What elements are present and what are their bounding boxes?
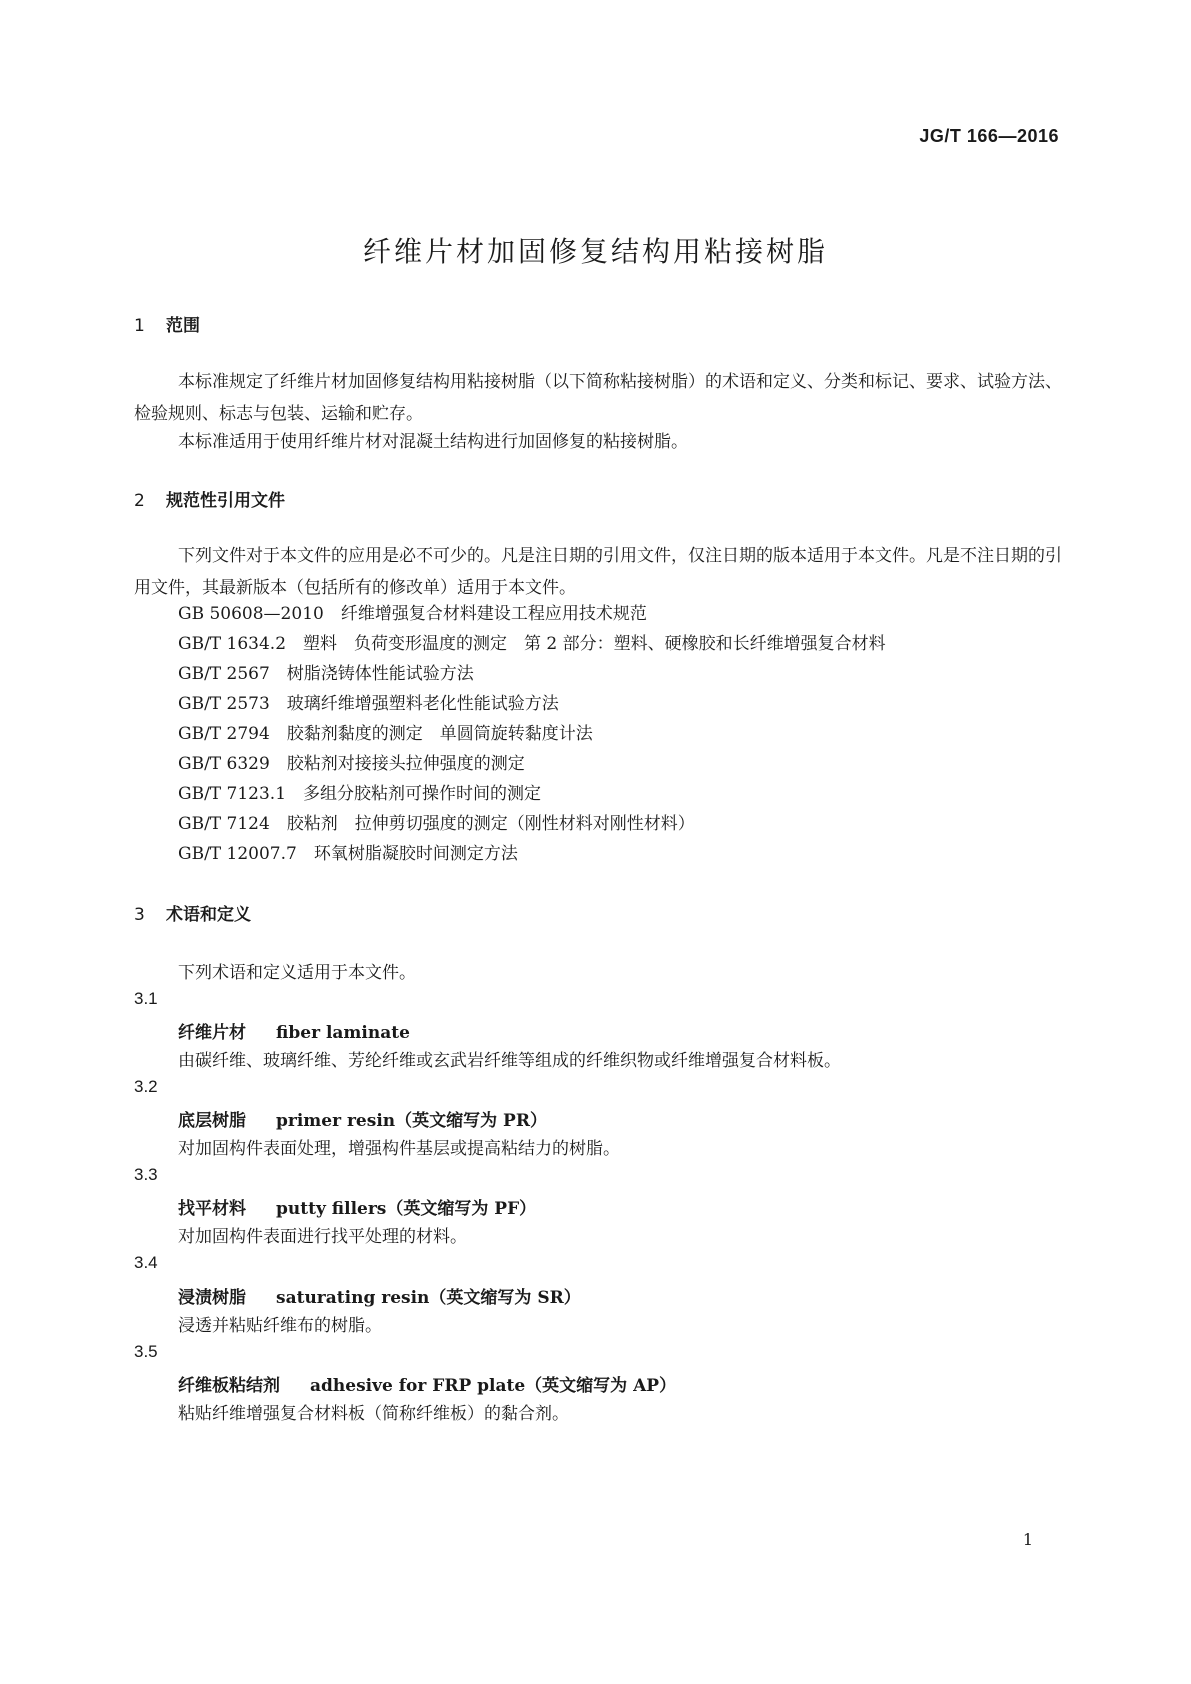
term-zh: 纤维板粘结剂 [178,1376,280,1396]
standard-code: JG/T 166—2016 [919,126,1059,146]
term-number: 3.5 [134,1342,158,1361]
reference-item: GB/T 2794 胶黏剂黏度的测定 单圆筒旋转黏度计法 [178,724,593,744]
term-en: putty fillers（英文缩写为 PF） [276,1199,537,1219]
term-en: saturating resin（英文缩写为 SR） [276,1288,581,1308]
term-zh: 底层树脂 [178,1111,246,1131]
term-definition: 浸透并粘贴纤维布的树脂。 [178,1316,382,1336]
term-entry [178,1283,581,1308]
term-number: 3.3 [134,1165,158,1184]
reference-item: GB/T 12007.7 环氧树脂凝胶时间测定方法 [178,844,518,864]
references-intro: 下列文件对于本文件的应用是必不可少的。凡是注日期的引用文件，仅注日期的版本适用于本文件。凡是不注日期的引用文件，其最新版本（包括所有的修改单）适用于本文件。 [134,546,1062,598]
term-zh: 浸渍树脂 [178,1288,246,1308]
term-entry [178,1194,536,1219]
term-number: 3.1 [134,989,158,1008]
term-zh: 找平材料 [178,1199,246,1219]
section-number: 2 [134,491,145,511]
section-title: 规范性引用文件 [166,491,285,511]
section-heading-references [134,486,285,511]
section-heading-scope [134,311,200,336]
term-number: 3.4 [134,1253,158,1272]
reference-item: GB/T 7124 胶粘剂 拉伸剪切强度的测定（刚性材料对刚性材料） [178,814,695,834]
term-number: 3.2 [134,1077,158,1096]
term-definition: 由碳纤维、玻璃纤维、芳纶纤维或玄武岩纤维等组成的纤维织物或纤维增强复合材料板。 [178,1051,841,1071]
page-number: 1 [1022,1530,1033,1549]
scope-paragraph-2: 本标准适用于使用纤维片材对混凝土结构进行加固修复的粘接树脂。 [178,432,688,452]
term-en: adhesive for FRP plate（英文缩写为 AP） [310,1376,677,1396]
term-entry [178,1106,547,1131]
term-definition: 对加固构件表面处理，增强构件基层或提高粘结力的树脂。 [178,1139,620,1159]
term-definition: 对加固构件表面进行找平处理的材料。 [178,1227,467,1247]
terms-intro: 下列术语和定义适用于本文件。 [178,963,416,983]
term-entry [178,1371,676,1396]
scope-paragraph-1: 本标准规定了纤维片材加固修复结构用粘接树脂（以下简称粘接树脂）的术语和定义、分类和标记、要求、试验方法、检验规则、标志与包装、运输和贮存。 [134,372,1062,424]
document-title: 纤维片材加固修复结构用粘接树脂 [362,235,828,268]
reference-item: GB 50608—2010 纤维增强复合材料建设工程应用技术规范 [178,604,647,624]
section-title: 范围 [166,316,200,336]
reference-item: GB/T 6329 胶粘剂对接接头拉伸强度的测定 [178,754,525,774]
section-heading-terms [134,900,251,925]
reference-item: GB/T 2567 树脂浇铸体性能试验方法 [178,664,474,684]
section-number: 1 [134,316,145,336]
term-en: primer resin（英文缩写为 PR） [276,1111,547,1131]
reference-item: GB/T 1634.2 塑料 负荷变形温度的测定 第 2 部分：塑料、硬橡胶和长纤维增强复合材料 [178,634,886,654]
term-definition: 粘贴纤维增强复合材料板（简称纤维板）的黏合剂。 [178,1404,569,1424]
section-title: 术语和定义 [166,905,251,925]
term-entry [178,1018,410,1043]
reference-item: GB/T 7123.1 多组分胶粘剂可操作时间的测定 [178,784,542,804]
term-zh: 纤维片材 [178,1023,246,1043]
reference-item: GB/T 2573 玻璃纤维增强塑料老化性能试验方法 [178,694,559,714]
section-number: 3 [134,905,145,925]
term-en: fiber laminate [276,1023,410,1043]
